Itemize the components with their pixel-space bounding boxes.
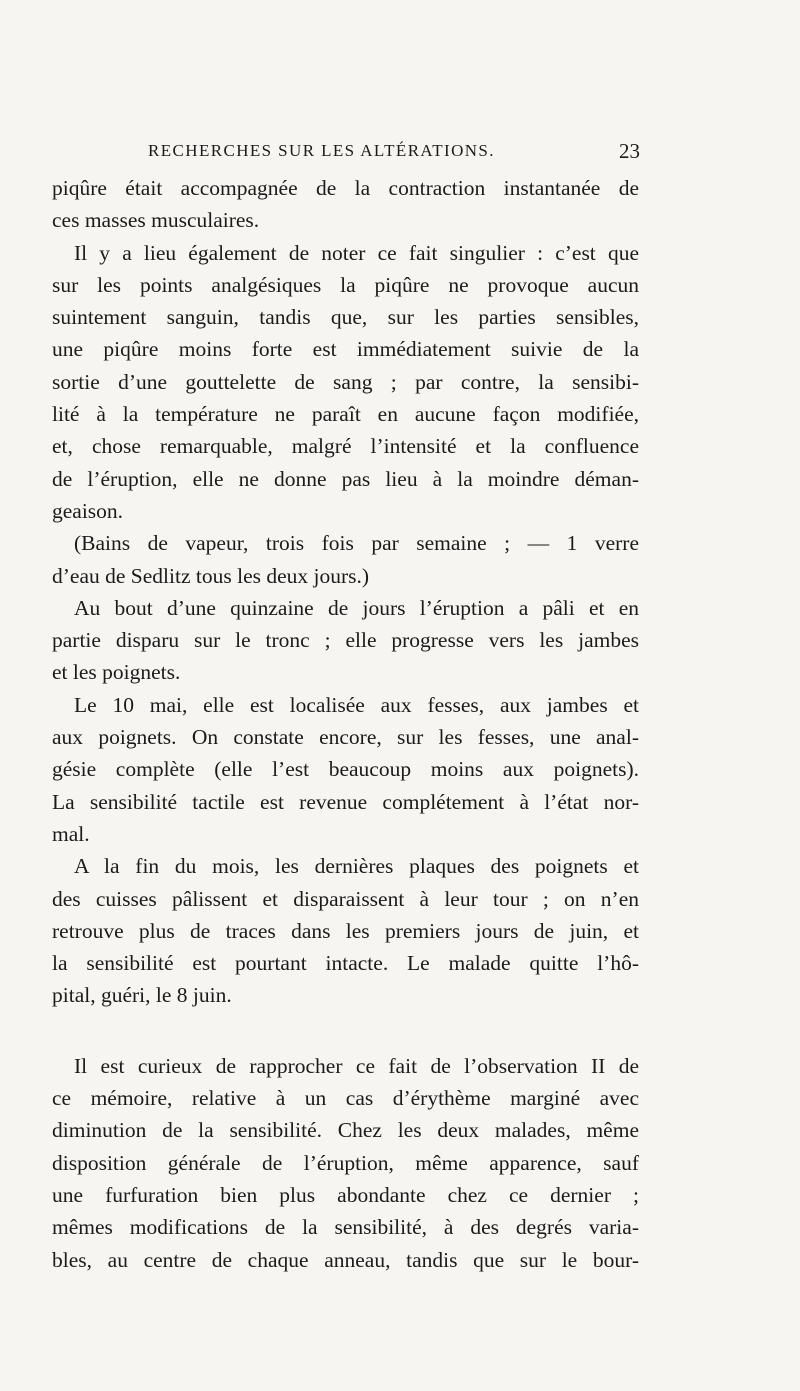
text-line: bles, au centre de chaque anneau, tandis que sur le bour- [52,1247,639,1272]
text-line: Il y a lieu également de noter ce fait singulier : c’est que [74,240,639,265]
paragraph-treatment [52,527,639,592]
paragraph-may-10 [52,689,639,850]
text-line: sur les points analgésiques la piqûre ne provoque aucun [52,272,639,297]
running-head [52,139,640,169]
text-line: diminution de la sensibilité. Chez les deux malades, même [52,1118,639,1143]
text-line: une furfuration bien plus abondante chez ce dernier ; [52,1182,639,1207]
text-line: retrouve plus de traces dans les premiers jours de juin, et [52,918,639,943]
text-line: sortie d’une gouttelette de sang ; par contre, la sensibi- [52,369,639,394]
page-number: 23 [619,139,640,163]
text-line: suintement sanguin, tandis que, sur les parties sensibles, [52,305,639,330]
text-line: la sensibilité est pourtant intacte. Le malade quitte l’hô- [52,951,639,976]
text-line: Le 10 mai, elle est localisée aux fesses, aux jambes et [74,692,639,717]
text-line: de l’éruption, elle ne donne pas lieu à la moindre déman- [52,466,639,491]
text-line: des cuisses pâlissent et disparaissent à leur tour ; on n’en [52,886,639,911]
text-line: mêmes modifications de la sensibilité, à des degrés varia- [52,1215,639,1240]
running-head-title: RECHERCHES SUR LES ALTÉRATIONS. [148,141,495,160]
text-line: geaison. [52,498,124,523]
text-line: Il est curieux de rapprocher ce fait de l’observation II de [74,1053,639,1078]
text-line: La sensibilité tactile est revenue complétement à l’état nor- [52,789,639,814]
text-line: partie disparu sur le tronc ; elle progresse vers les jambes [52,628,639,653]
paragraph-fortnight [52,592,639,689]
text-line: d’eau de Sedlitz tous les deux jours.) [52,563,370,588]
text-line: une piqûre moins forte est immédiatement suivie de la [52,337,639,362]
text-line: piqûre était accompagnée de la contraction instantanée de [52,176,639,200]
text-line: ce mémoire, relative à un cas d’érythème marginé avec [52,1086,639,1111]
text-line: (Bains de vapeur, trois fois par semaine ; — 1 verre [74,531,639,556]
text-line: A la fin du mois, les dernières plaques des poignets et [74,854,639,879]
text-line: ces masses musculaires. [52,208,260,233]
text-line: aux poignets. On constate encore, sur les fesses, une anal- [52,725,639,750]
text-line: pital, guéri, le 8 juin. [52,983,232,1008]
text-line: et les poignets. [52,660,181,685]
paragraph-end-of-month [52,850,639,1011]
paragraph-analgesia [52,237,639,528]
text-line: et, chose remarquable, malgré l’intensité et la confluence [52,434,639,459]
text-line: gésie complète (elle l’est beaucoup moins aux poignets). [52,757,639,782]
body-text [52,172,639,1276]
text-line: disposition générale de l’éruption, même apparence, sauf [52,1150,639,1175]
text-line: Au bout d’une quinzaine de jours l’éruption a pâli et en [74,595,639,620]
paragraph-gap [52,1012,639,1050]
text-line: mal. [52,821,90,846]
text-line: lité à la température ne paraît en aucune façon modifiée, [52,402,639,427]
paragraph-continuation [52,172,639,237]
paragraph-comparison [52,1050,639,1276]
